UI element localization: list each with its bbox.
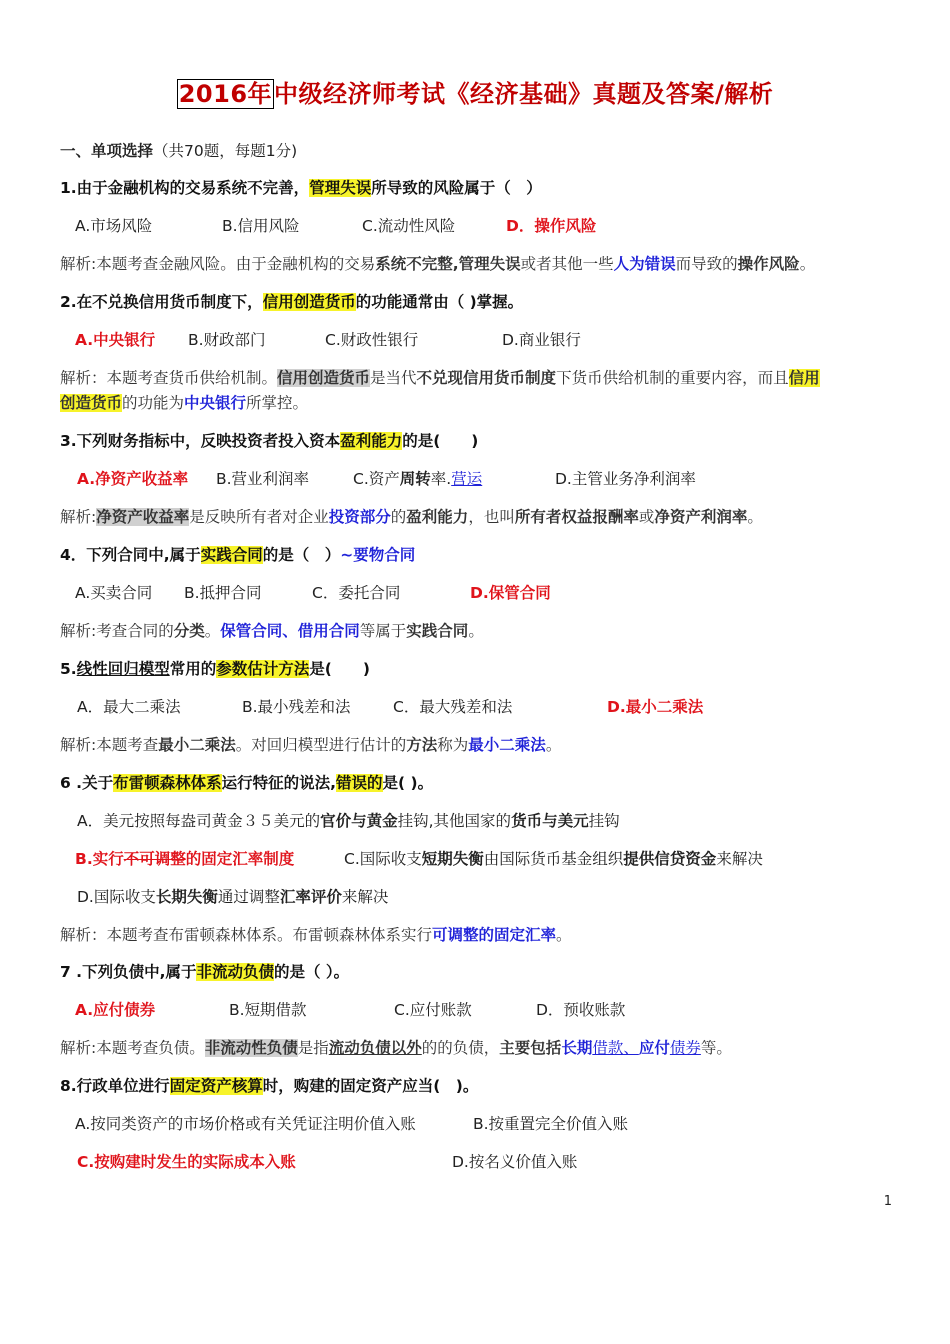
question-4-analysis: 解析:考查合同的分类。保管合同、借用合同等属于实践合同。 xyxy=(60,622,484,640)
question-8-option-b: B.按重置完全价值入账 xyxy=(473,1115,629,1133)
question-8-answer: C.按购建时发生的实际成本入账 xyxy=(77,1153,296,1171)
question-5-option-a: A．最大二乘法 xyxy=(77,698,181,716)
question-4-answer: D.保管合同 xyxy=(470,584,551,602)
page-number: 1 xyxy=(883,1194,892,1209)
question-3-analysis: 解析:净资产收益率是反映所有者对企业投资部分的盈利能力，也叫所有者权益报酬率或净资产利润率。 xyxy=(60,508,763,526)
question-7-analysis: 解析:本题考查负债。非流动性负债是指流动负债以外的的负债，主要包括长期借款、应付债券等。 xyxy=(60,1039,732,1057)
question-2-option-d: D.商业银行 xyxy=(502,331,581,349)
question-8-option-a: A.按同类资产的市场价格或有关凭证注明价值入账 xyxy=(75,1115,416,1133)
question-3: 3.下列财务指标中，反映投资者投入资本盈利能力的是( ) xyxy=(60,432,479,450)
question-6-option-d: D.国际收支长期失衡通过调整汇率评价来解决 xyxy=(77,888,389,906)
question-3-option-b: B.营业利润率 xyxy=(216,470,310,488)
question-3-answer: A.净资产收益率 xyxy=(77,470,189,488)
question-2: 2.在不兑换信用货币制度下，信用创造货币的功能通常由（ )掌握。 xyxy=(60,293,524,311)
question-1-option-c: C.流动性风险 xyxy=(362,217,456,235)
question-7-answer: A.应付债券 xyxy=(75,1001,156,1019)
question-5-analysis: 解析:本题考查最小二乘法。对回归模型进行估计的方法称为最小二乘法。 xyxy=(60,736,562,754)
question-2-analysis-line-2: 创造货币的功能为中央银行所掌控。 xyxy=(60,394,309,412)
question-2-answer: A.中央银行 xyxy=(75,331,156,349)
question-1-option-a: A.市场风险 xyxy=(75,217,153,235)
question-5: 5.线性回归模型常用的参数估计方法是( ) xyxy=(60,660,370,678)
question-5-option-b: B.最小残差和法 xyxy=(242,698,351,716)
section-heading: 一、单项选择（共70题，每题1分) xyxy=(60,142,298,160)
question-6-answer: B.实行不可调整的固定汇率制度 xyxy=(75,850,295,868)
question-2-analysis-line-1: 解析：本题考查货币供给机制。信用创造货币是当代不兑现信用货币制度下货币供给机制的重要内容，而且信用 xyxy=(60,369,820,387)
question-4-option-b: B.抵押合同 xyxy=(184,584,262,602)
question-4-option-a: A.买卖合同 xyxy=(75,584,153,602)
question-2-option-b: B.财政部门 xyxy=(188,331,266,349)
question-2-option-c: C.财政性银行 xyxy=(325,331,419,349)
question-7-option-d: D．预收账款 xyxy=(536,1001,626,1019)
question-3-option-d: D.主管业务净利润率 xyxy=(555,470,696,488)
question-1-option-b: B.信用风险 xyxy=(222,217,300,235)
question-7: 7 .下列负债中,属于非流动负债的是（ ）。 xyxy=(60,963,350,981)
title-year: 2016年 xyxy=(178,80,273,108)
question-7-option-b: B.短期借款 xyxy=(229,1001,307,1019)
question-5-answer: D.最小二乘法 xyxy=(607,698,704,716)
question-1-analysis: 解析:本题考查金融风险。由于金融机构的交易系统不完整,管理失误或者其他一些人为错误而导致的操作风险。 xyxy=(60,255,816,273)
question-1: 1.由于金融机构的交易系统不完善，管理失误所导致的风险属于（ ） xyxy=(60,179,542,197)
question-8-option-d: D.按名义价值入账 xyxy=(452,1153,578,1171)
page-title xyxy=(0,74,950,109)
question-4-option-c: C．委托合同 xyxy=(312,584,401,602)
title-text: 中级经济师考试《经济基础》真题及答案/解析 xyxy=(274,80,774,108)
question-6-option-a: A．美元按照每盎司黄金３５美元的官价与黄金挂钩,其他国家的货币与美元挂钩 xyxy=(77,812,620,830)
question-7-option-c: C.应付账款 xyxy=(394,1001,472,1019)
question-4: 4．下列合同中,属于实践合同的是（ ）~要物合同 xyxy=(60,546,416,564)
question-8: 8.行政单位进行固定资产核算时，购建的固定资产应当( )。 xyxy=(60,1077,479,1095)
question-1-answer: D．操作风险 xyxy=(506,217,597,235)
question-6: 6 .关于布雷顿森林体系运行特征的说法,错误的是( )。 xyxy=(60,774,434,792)
question-5-option-c: C．最大残差和法 xyxy=(393,698,513,716)
question-3-option-c: C.资产周转率.营运 xyxy=(353,470,483,488)
question-6-option-c: C.国际收支短期失衡由国际货币基金组织提供信贷资金来解决 xyxy=(344,850,763,868)
question-6-analysis: 解析：本题考查布雷顿森林体系。布雷顿森林体系实行可调整的固定汇率。 xyxy=(60,926,572,944)
